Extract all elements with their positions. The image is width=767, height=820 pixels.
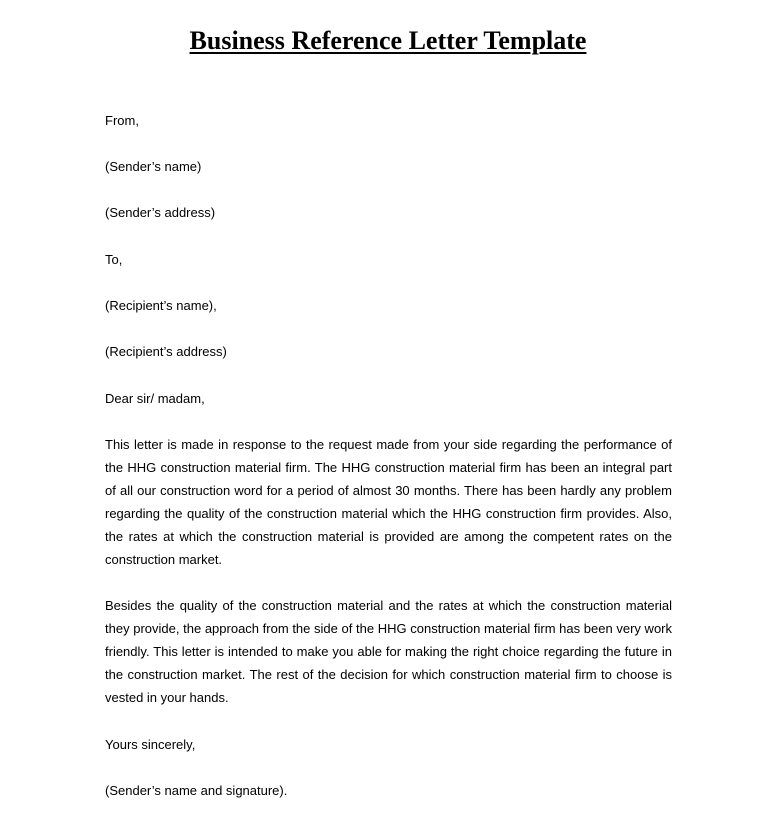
to-label: To, bbox=[105, 252, 123, 267]
document-title bbox=[0, 24, 767, 58]
body-paragraph-1: This letter is made in response to the request made from your side regarding the performance of the HHG construction material firm. The HHG construction material firm has been an integral part of all our construction word for a period of almost 30 months. There has been hardly any problem regarding the quality of the construction material which the HHG construction firm provides. Also, the rates at which the construction material is provided are among the competent rates on the construction market. bbox=[105, 437, 672, 567]
salutation: Dear sir/ madam, bbox=[105, 391, 205, 406]
document-title-text: Business Reference Letter Template bbox=[189, 26, 587, 55]
body-paragraph-2: Besides the quality of the construction material and the rates at which the construction material they provide, the approach from the side of the HHG construction material firm has been very work friendly. This letter is intended to make you able for making the right choice regarding the future in the construction market. The rest of the decision for which construction material firm to choose is vested in your hands. bbox=[105, 598, 672, 705]
recipient-name: (Recipient’s name), bbox=[105, 298, 217, 313]
closing: Yours sincerely, bbox=[105, 737, 196, 752]
sender-name: (Sender’s name) bbox=[105, 159, 202, 174]
from-label: From, bbox=[105, 113, 139, 128]
sender-address: (Sender’s address) bbox=[105, 205, 216, 220]
signature-line: (Sender’s name and signature). bbox=[105, 783, 288, 798]
recipient-address: (Recipient’s address) bbox=[105, 344, 227, 359]
